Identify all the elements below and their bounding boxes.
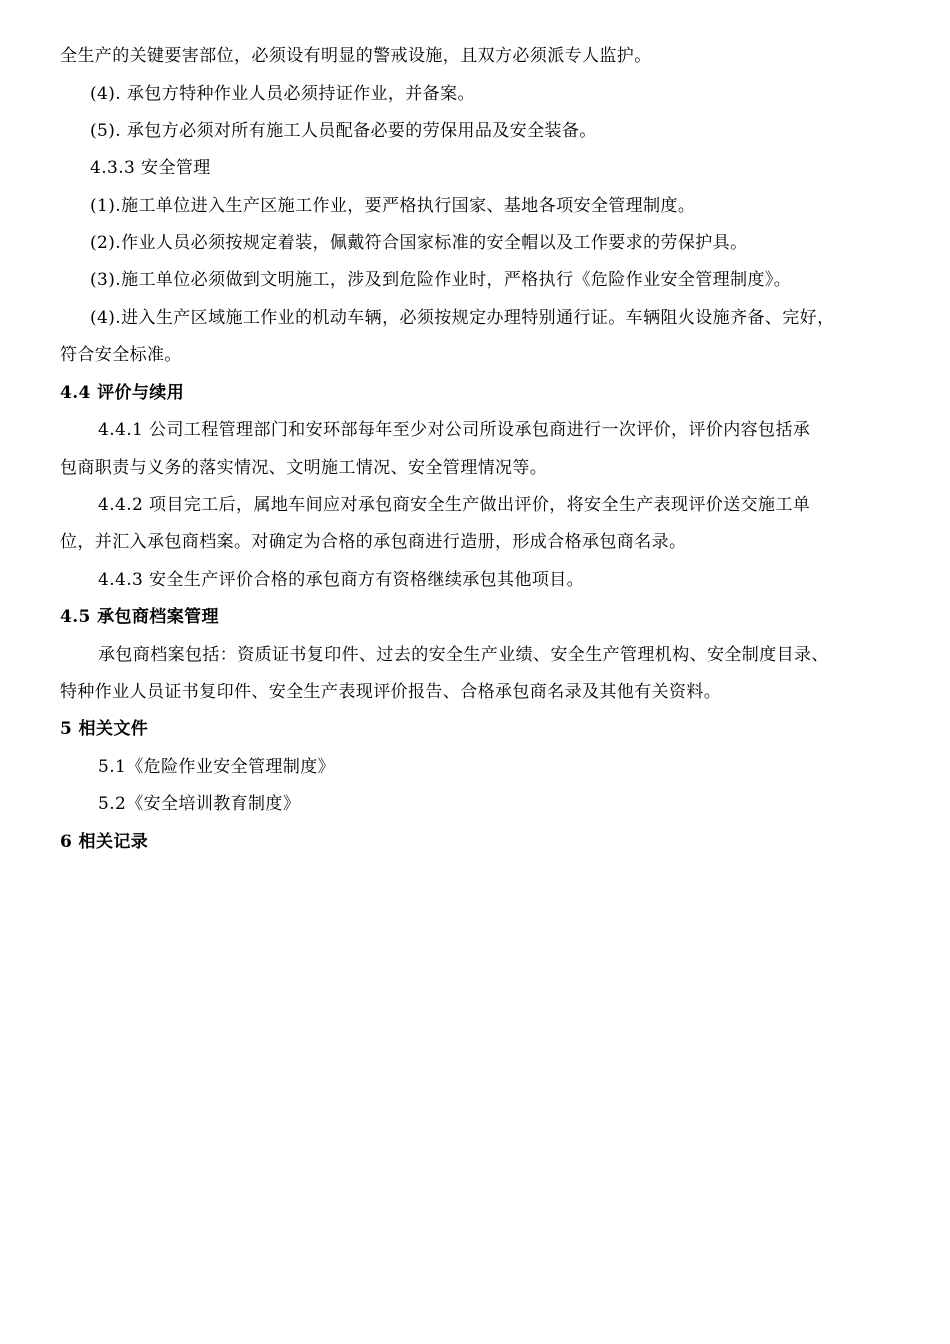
paragraph-line-vehicle-standard: 符合安全标准。 [60,345,182,365]
list-item-5: (5). 承包方必须对所有施工人员配备必要的劳保用品及安全装备。 [90,121,597,141]
paragraph-4-4-1-line-1: 4.4.1 公司工程管理部门和安环部每年至少对公司所设承包商进行一次评价，评价内容包括承 [98,420,811,440]
section-title-5: 5 相关文件 [60,719,149,739]
list-item-3: (3).施工单位必须做到文明施工，涉及到危险作业时，严格执行《危险作业安全管理制度》。 [90,270,792,290]
paragraph-4-5-line-1: 承包商档案包括：资质证书复印件、过去的安全生产业绩、安全生产管理机构、安全制度目录、 [98,645,829,665]
paragraph-4-4-2-line-1: 4.4.2 项目完工后，属地车间应对承包商安全生产做出评价，将安全生产表现评价送交施工单 [98,495,811,515]
paragraph-4-4-3: 4.4.3 安全生产评价合格的承包商方有资格继续承包其他项目。 [98,570,585,590]
paragraph-4-5-line-2: 特种作业人员证书复印件、安全生产表现评价报告、合格承包商名录及其他有关资料。 [60,682,722,702]
reference-5-2: 5.2《安全培训教育制度》 [98,794,301,814]
paragraph-4-4-1-line-2: 包商职责与义务的落实情况、文明施工情况、安全管理情况等。 [60,458,548,478]
list-item-2: (2).作业人员必须按规定着装，佩戴符合国家标准的安全帽以及工作要求的劳保护具。 [90,233,748,253]
subsection-title-4-3-3: 4.3.3 安全管理 [90,158,211,178]
section-title-4-5: 4.5 承包商档案管理 [60,607,219,627]
list-item-1: (1).施工单位进入生产区施工作业，要严格执行国家、基地各项安全管理制度。 [90,196,696,216]
section-title-6: 6 相关记录 [60,832,149,852]
reference-5-1: 5.1《危险作业安全管理制度》 [98,757,336,777]
paragraph-line-continued-safety: 全生产的关键要害部位，必须设有明显的警戒设施，且双方必须派专人监护。 [60,46,652,66]
list-item-4: (4). 承包方特种作业人员必须持证作业，并备案。 [90,84,475,104]
list-item-4-vehicles: (4).进入生产区域施工作业的机动车辆，必须按规定办理特别通行证。车辆阻火设施齐备、完好， [90,308,835,328]
paragraph-4-4-2-line-2: 位，并汇入承包商档案。对确定为合格的承包商进行造册，形成合格承包商名录。 [60,532,687,552]
section-title-4-4: 4.4 评价与续用 [60,383,185,403]
